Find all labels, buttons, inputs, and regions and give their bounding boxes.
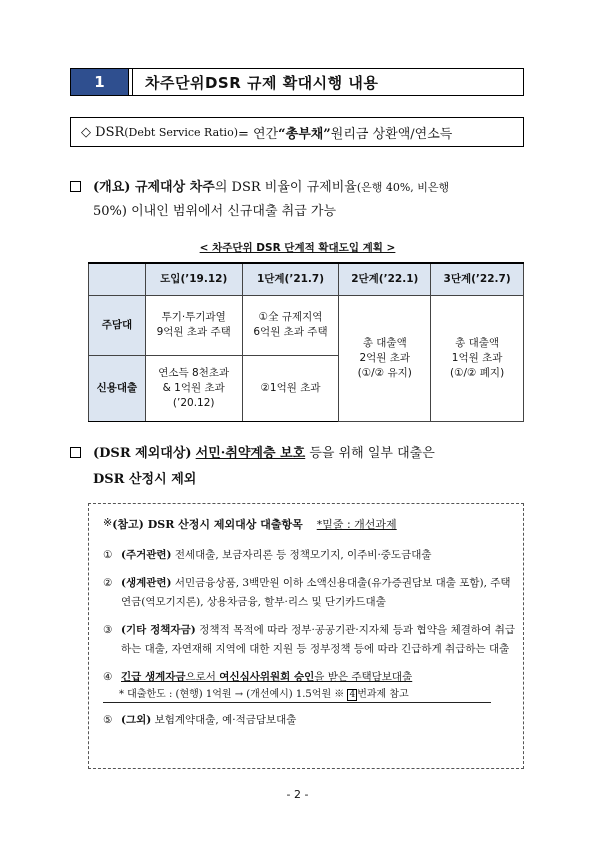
cell-line: (’20.12) — [172, 396, 215, 409]
overview-text-b: 50%) 이내인 범위에서 신규대출 취급 가능 — [93, 204, 336, 219]
row-label: 주담대 — [89, 295, 146, 355]
item-label: (그외) — [121, 714, 152, 726]
cell-line: (①/② 폐지) — [449, 366, 505, 379]
overview-paragraph — [70, 176, 528, 224]
checkbox-icon — [70, 181, 81, 192]
definition-term-expansion: (Debt Service Ratio) — [124, 125, 238, 139]
table-header-row — [89, 263, 524, 295]
exclusion-line2: DSR 산정시 제외 — [93, 472, 197, 487]
cell-line: ②1억원 초과 — [260, 381, 321, 394]
reference-title-note: *밑줄 : 개선과제 — [316, 518, 397, 531]
table-header-cell: 1단계(’21.7) — [242, 263, 339, 295]
note-text: * 대출한도 : (현행) 1억원 → (개선예시) 1.5억원 ※ — [119, 689, 348, 700]
table-caption: < 차주단위 DSR 단계적 확대도입 계획 > — [199, 242, 396, 254]
exclusion-paragraph — [70, 441, 528, 493]
item-label: (기타 정책자금) — [121, 624, 196, 636]
exclusion-label: (DSR 제외대상) — [93, 446, 192, 461]
note-text: 번과제 참고 — [357, 689, 409, 700]
definition-rest: 원리금 상환액/연소득 — [330, 126, 453, 142]
reference-title — [103, 516, 515, 532]
item-number: ② — [103, 577, 113, 589]
boxed-number: 4 — [349, 690, 356, 700]
loan-limit-note — [103, 687, 491, 703]
item-text: 으로서 — [185, 671, 220, 683]
item-label: 여신심사위원회 승인 — [219, 671, 315, 683]
checkbox-icon — [70, 447, 81, 458]
item-number: ③ — [103, 624, 113, 636]
list-item — [103, 574, 515, 612]
table-header-cell — [89, 263, 146, 295]
list-item — [103, 668, 515, 687]
item-label: (생계관련) — [121, 577, 172, 589]
table-cell — [242, 355, 339, 421]
item-text: 정책적 목적에 따라 정부·공공기관·지자체 등과 협약을 체결하여 취급하는 대출, 자연재해 지역에 대한 지원 등 정부정책 등에 따라 긴급하게 취급하는 대출 — [121, 624, 515, 655]
item-label: (주거관련) — [121, 549, 172, 561]
exclusion-text: 등을 위해 일부 대출은 — [305, 446, 435, 461]
reference-mark: ※ — [103, 516, 113, 529]
cell-line: 9억원 초과 주택 — [156, 326, 231, 338]
section-number: 1 — [71, 69, 129, 95]
table-cell — [242, 295, 339, 355]
overview-ratio-note: (은행 40%, 비은행 — [356, 181, 450, 194]
item-text: 서민금융상품, 3백만원 이하 소액신용대출(유가증권담보 대출 포함), 주택연금(역모기지론), 상용차금융, 할부·리스 및 단기카드대출 — [121, 577, 511, 608]
cell-line: 1억원 초과 — [451, 351, 503, 364]
cell-line: ①全 규제지역 — [258, 311, 323, 323]
cell-line: & 1억원 초과 — [162, 381, 225, 394]
cell-line: 총 대출액 — [455, 336, 500, 349]
cell-line: 6억원 초과 주택 — [253, 326, 328, 338]
definition-highlight: “총부채” — [278, 126, 331, 142]
list-item — [103, 546, 515, 565]
table-row — [89, 295, 524, 355]
definition-equals: = 연간 — [238, 126, 279, 142]
row-label: 신용대출 — [89, 355, 146, 421]
page-number: - 2 - — [286, 788, 309, 801]
overview-label: (개요) 규제대상 차주 — [93, 180, 215, 195]
item-label: 긴급 생계자금 — [121, 671, 186, 683]
cell-line: 2억원 초과 — [359, 351, 411, 364]
item-number: ④ — [103, 671, 113, 683]
section-title: 차주단위DSR 규제 확대시행 내용 — [145, 73, 379, 92]
cell-line: (①/② 유지) — [357, 366, 412, 379]
item-number: ⑤ — [103, 714, 113, 726]
table-header-cell: 도입(’19.12) — [145, 263, 242, 295]
item-text: 전세대출, 보금자리론 등 정책모기지, 이주비·중도금대출 — [171, 549, 432, 561]
cell-line: 연소득 8천초과 — [158, 366, 230, 379]
cell-line: 총 대출액 — [362, 336, 407, 349]
table-cell — [145, 355, 242, 421]
dsr-expansion-table — [88, 262, 524, 422]
section-header — [70, 68, 524, 96]
table-cell-merged — [339, 295, 431, 421]
dsr-definition-box — [70, 117, 524, 147]
reference-title-text: (참고) DSR 산정시 제외대상 대출항목 — [112, 518, 303, 531]
definition-term: DSR — [95, 124, 125, 140]
exclusion-underlined: 서민·취약계층 보호 — [195, 446, 306, 461]
cell-line: 투기·투기과열 — [161, 311, 226, 323]
overview-text-a: 의 DSR 비율이 규제비율 — [214, 180, 357, 195]
diamond-icon: ◇ — [81, 124, 91, 140]
item-number: ① — [103, 549, 113, 561]
list-item — [103, 711, 515, 730]
reference-box — [88, 503, 524, 769]
table-header-cell: 2단계(’22.1) — [339, 263, 431, 295]
list-item — [103, 621, 515, 659]
table-cell — [145, 295, 242, 355]
item-text: 보험계약대출, 예·적금담보대출 — [151, 714, 297, 726]
table-header-cell: 3단계(’22.7) — [431, 263, 524, 295]
item-text: 을 받은 주택담보대출 — [314, 671, 413, 683]
table-cell-merged — [431, 295, 524, 421]
